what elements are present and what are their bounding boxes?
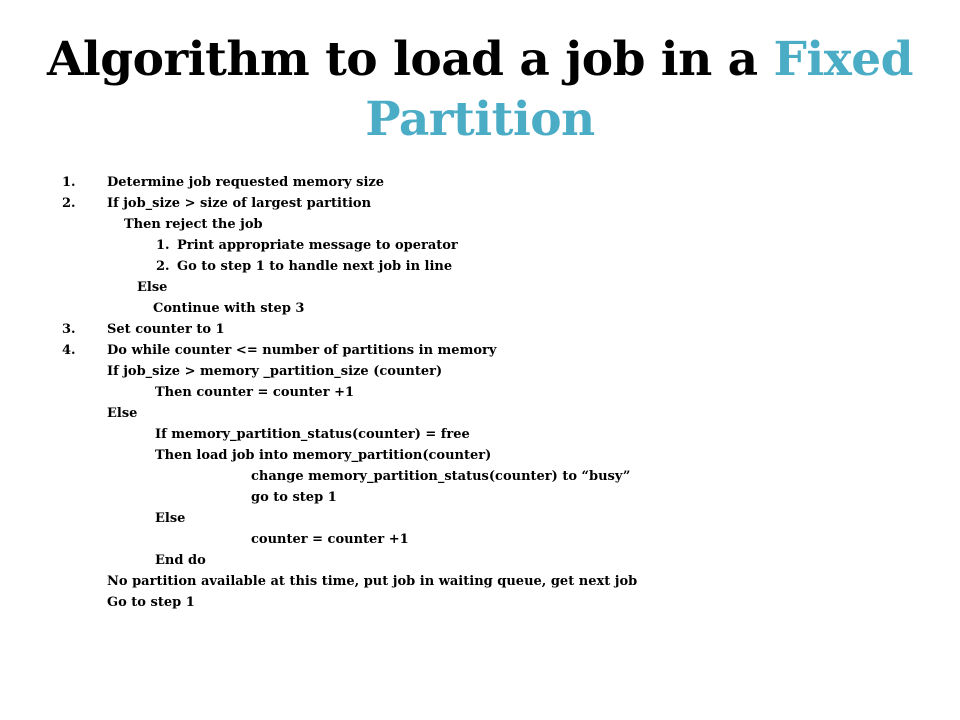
step-number: 1. (156, 238, 170, 253)
step-text: Else (137, 280, 168, 295)
step-text: No partition available at this time, put job in waiting queue, get next job (107, 574, 638, 589)
step-text: Then counter = counter +1 (155, 385, 355, 400)
step-text: Else (155, 511, 186, 526)
step-text: End do (155, 553, 206, 568)
step-number: 4. (62, 343, 76, 358)
step-number: 2. (156, 259, 170, 274)
step-text: Determine job requested memory size (107, 175, 385, 190)
step-text: change memory_partition_status(counter) to “busy” (251, 469, 631, 484)
step-text: Continue with step 3 (153, 301, 305, 316)
step-text: If job_size > size of largest partition (107, 196, 372, 211)
step-text: If job_size > memory _partition_size (counter) (107, 364, 443, 379)
step-text: Print appropriate message to operator (177, 238, 458, 253)
step-text: If memory_partition_status(counter) = free (155, 427, 470, 442)
title-accent-fixed: Fixed (773, 32, 914, 87)
step-text: Go to step 1 to handle next job in line (177, 259, 453, 274)
step-number: 2. (62, 196, 76, 211)
title-main-text: Algorithm to load a job in a (46, 32, 774, 87)
step-text: Then load job into memory_partition(counter) (155, 448, 492, 463)
step-text: Go to step 1 (107, 595, 195, 610)
step-text: Set counter to 1 (107, 322, 225, 337)
step-number: 3. (62, 322, 76, 337)
step-text: go to step 1 (251, 490, 337, 505)
step-number: 1. (62, 175, 76, 190)
title-accent-partition: Partition (365, 92, 595, 147)
step-text: counter = counter +1 (251, 532, 409, 547)
step-text: Else (107, 406, 138, 421)
step-text: Then reject the job (124, 217, 263, 232)
slide-title (40, 30, 920, 150)
step-text: Do while counter <= number of partitions in memory (107, 343, 497, 358)
